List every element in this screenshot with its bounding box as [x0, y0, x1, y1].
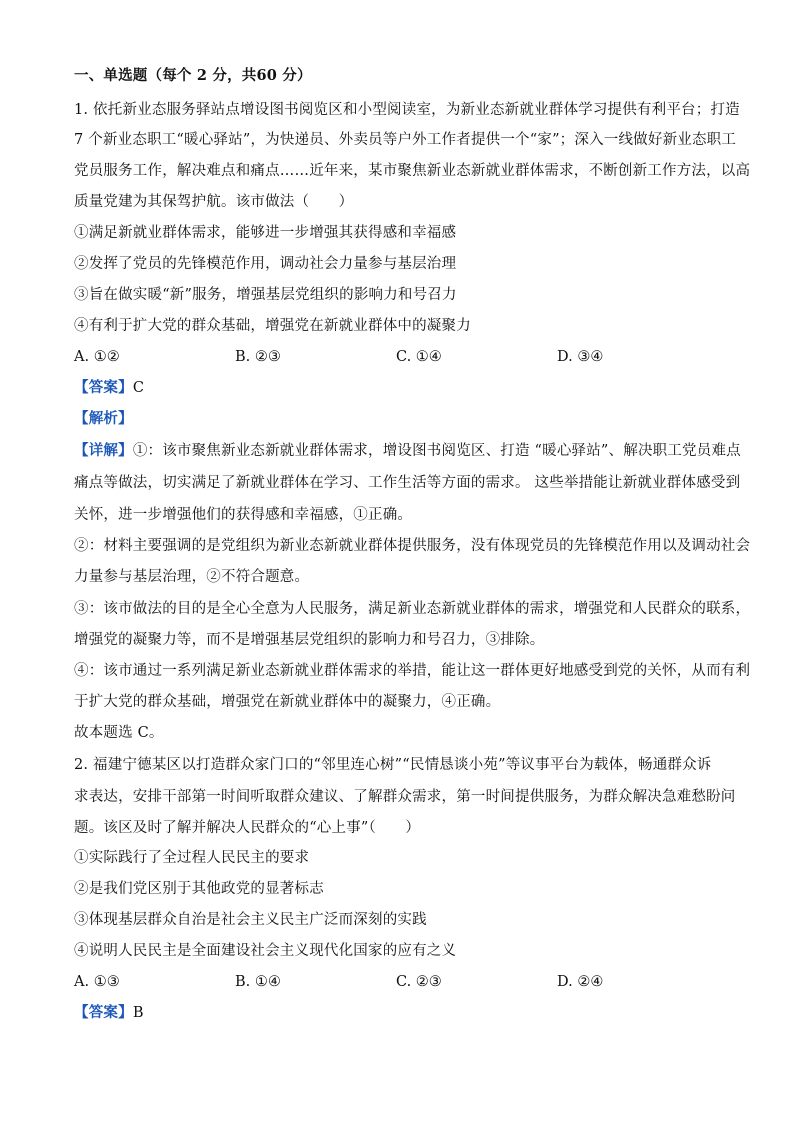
q1-statement-3: ③旨在做实暖“新”服务，增强基层党组织的影响力和号召力: [74, 287, 457, 303]
q1-option-a: A. ①②: [74, 349, 120, 365]
answer-tag: 【答案】: [74, 379, 133, 396]
q2-statement-3: ③体现基层群众自治是社会主义民主广泛而深刻的实践: [74, 912, 427, 928]
q2-option-d: D. ②④: [557, 974, 604, 990]
q1-detail-line-3: 关怀，进一步增强他们的获得感和幸福感，①正确。: [74, 507, 413, 523]
q2-stem-line-2: 求表达，安排干部第一时间听取群众建议、了解群众需求，第一时间提供服务，为群众解决急难愁盼问: [74, 789, 736, 805]
q2-statement-2: ②是我们党区别于其他政党的显著标志: [74, 881, 324, 897]
q2-statement-4: ④说明人民民主是全面建设社会主义现代化国家的应有之义: [74, 943, 457, 959]
q2-option-a: A. ①③: [74, 974, 120, 990]
q2-option-b: B. ①④: [235, 974, 281, 990]
q1-conclusion: 故本题选 C。: [74, 725, 164, 741]
q1-statement-2: ②发挥了党员的先锋模范作用，调动社会力量参与基层治理: [74, 256, 457, 272]
q1-detail-line-9: 于扩大党的群众基础，增强党在新就业群体中的凝聚力，④正确。: [74, 694, 501, 710]
q1-statement-1: ①满足新就业群体需求，能够进一步增强其获得感和幸福感: [74, 225, 457, 241]
q1-stem-line-1: 1. 依托新业态服务驿站点增设图书阅览区和小型阅读室，为新业态新就业群体学习提供有利平台；打造: [74, 102, 740, 118]
q1-detail-line-8: ④：该市通过一系列满足新业态新就业群体需求的举措，能让这一群体更好地感受到党的关怀，从而有利: [74, 663, 751, 679]
q2-statement-1: ①实际践行了全过程人民民主的要求: [74, 850, 310, 866]
q1-option-c: C. ①④: [396, 349, 442, 365]
q1-detail-line-2: 痛点等做法，切实满足了新就业群体在学习、工作生活等方面的需求。 这些举措能让新就业群体感受到: [74, 475, 741, 491]
q1-detail-line-1: [74, 441, 741, 461]
q2-answer: B: [132, 1005, 144, 1021]
q2-answer-row: [74, 1003, 724, 1023]
q2-stem-line-1: 2. 福建宁德某区以打造群众家门口的“邻里连心树”“民情恳谈小苑”等议事平台为载体，畅通群众诉: [74, 757, 712, 773]
q1-stem-line-2: 7 个新业态职工“暖心驿站”，为快递员、外卖员等户外工作者提供一个“家”；深入一线做好新业态职工: [74, 132, 737, 148]
detail-tag: 【详解】: [74, 442, 133, 459]
q1-detail-line-5: 力量参与基层治理，②不符合题意。: [74, 569, 310, 585]
q1-detail-line-4: ②：材料主要强调的是党组织为新业态新就业群体提供服务，没有体现党员的先锋模范作用以及调动社会: [74, 538, 751, 554]
q1-stem-line-3: 党员服务工作，解决难点和痛点……近年来，某市聚焦新业态新就业群体需求，不断创新工作方法，以高: [74, 163, 751, 179]
answer-tag: 【答案】: [74, 1004, 133, 1021]
q1-analysis-row: [74, 409, 724, 429]
q1-option-b: B. ②③: [235, 349, 281, 365]
q1-statement-4: ④有利于扩大党的群众基础，增强党在新就业群体中的凝聚力: [74, 318, 471, 334]
q1-answer: C: [132, 380, 145, 396]
q2-option-c: C. ②③: [396, 974, 442, 990]
q1-detail-line-6: ③：该市做法的目的是全心全意为人民服务，满足新业态新就业群体的需求，增强党和人民群众的联系，: [74, 601, 751, 617]
q1-answer-row: [74, 378, 724, 398]
analysis-tag: 【解析】: [74, 410, 133, 427]
q1-detail-text-1: ①：该市聚焦新业态新就业群体需求，增设图书阅览区、打造 “暖心驿站”、解决职工党员难点: [132, 443, 741, 459]
q1-option-d: D. ③④: [557, 349, 604, 365]
q1-stem-line-4: 质量党建为其保驾护航。该市做法（ ）: [74, 194, 354, 210]
q2-stem-line-3: 题。该区及时了解并解决人民群众的“心上事”（ ）: [74, 820, 421, 836]
q1-detail-line-7: 增强党的凝聚力等，而不是增强基层党组织的影响力和号召力，③排除。: [74, 632, 545, 648]
section-title: 一、单选题（每个 2 分，共60 分）: [74, 67, 312, 84]
